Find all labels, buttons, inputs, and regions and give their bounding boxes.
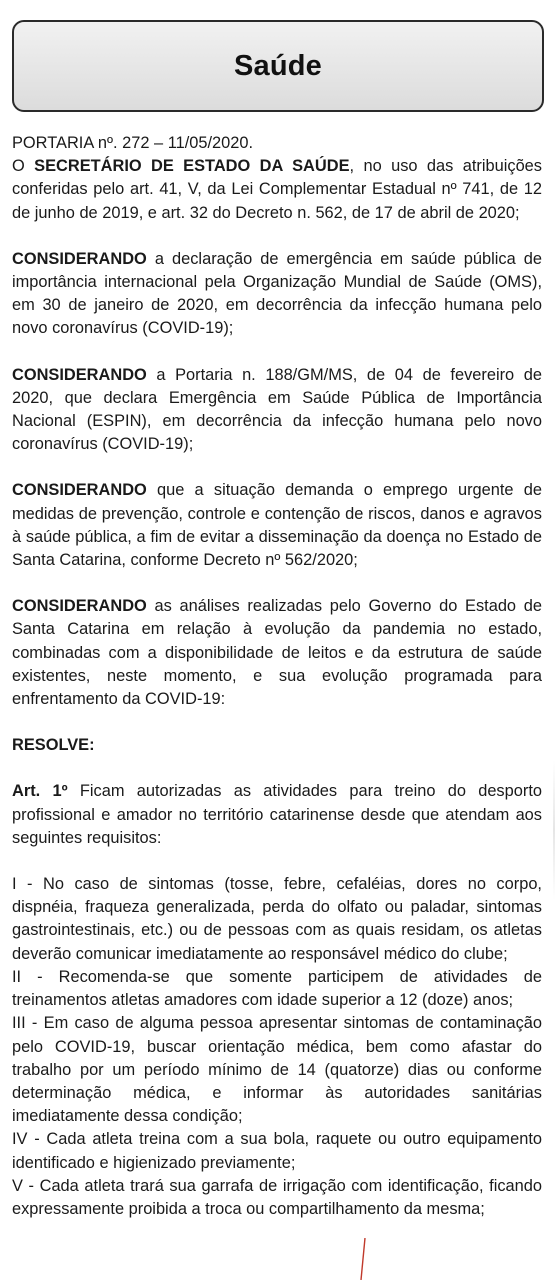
article-label: Art. 1º: [12, 782, 68, 801]
page-edge-shadow: [553, 760, 555, 900]
document-body: [12, 132, 542, 1221]
resolve-heading: RESOLVE:: [12, 736, 95, 755]
article-text: Ficam autorizadas as atividades para treino do desporto profissional e amador no território catarinense desde que atendam aos seguintes requisitos:: [12, 782, 542, 847]
section-title: Saúde: [233, 49, 323, 82]
intro-bold: SECRETÁRIO DE ESTADO DA SAÚDE: [34, 157, 350, 176]
requisito-item: III - Em caso de alguma pessoa apresentar sintomas de contaminação pelo COVID-19, buscar orientação médica, bem como afastar do trabalho por um período mínimo de 14 (quatorze) dias ou conforme determinação médica, e informar às autoridades sanitárias imediatamente dessa condição;: [12, 1014, 542, 1126]
considerando-text: a Portaria n. 188/GM/MS, de 04 de fevereiro de 2020, que declara Emergência em Saúde Pública de Importância Nacional (ESPIN), em decorrência da infecção humana pelo novo coronavírus (COVID-19);: [12, 365, 542, 454]
considerando-label: CONSIDERANDO: [12, 481, 147, 500]
portaria-intro: [12, 155, 542, 225]
considerando-text: que a situação demanda o emprego urgente de medidas de prevenção, controle e contenção de riscos, danos e agravos à saúde pública, a fim de evitar a disseminação da doença no Estado de Santa Catarina, conforme Decreto nº 562/2020;: [12, 481, 542, 570]
pen-mark-icon: [358, 1238, 368, 1280]
considerando-paragraph: [12, 248, 542, 341]
intro-rest: , no uso das atribuições conferidas pelo art. 41, V, da Lei Complementar Estadual nº 741, de 12 de junho de 2019, e art. 32 do Decreto n. 562, de 17 de abril de 2020;: [12, 157, 542, 222]
requisito-item: I - No caso de sintomas (tosse, febre, cefaléias, dores no corpo, dispnéia, fraqueza generalizada, perda do olfato ou paladar, sintomas gastrointestinais, etc.) ou de pessoas com as quais residam, os atletas deverão comunicar imediatamente ao responsável médico do clube;: [12, 875, 542, 963]
article-paragraph: [12, 780, 542, 850]
considerando-paragraph: [12, 364, 542, 457]
considerando-text: as análises realizadas pelo Governo do Estado de Santa Catarina em relação à evolução da pandemia no estado, combinadas com a disponibilidade de leitos e da estrutura de saúde existentes, neste momento, e sua evolução programada para enfrentamento da COVID-19:: [12, 597, 542, 709]
requisito-item: V - Cada atleta trará sua garrafa de irrigação com identificação, ficando expressamente proibida a troca ou compartilhamento da mesma;: [12, 1176, 542, 1218]
requisito-item: II - Recomenda-se que somente participem de atividades de treinamentos atletas amadores com idade superior a 12 (doze) anos;: [12, 967, 542, 1010]
considerando-paragraph: [12, 595, 542, 711]
intro-prefix: O: [12, 157, 25, 176]
requisito-item: IV - Cada atleta treina com a sua bola, raquete ou outro equipamento identificado e higienizado previamente;: [12, 1130, 542, 1172]
considerando-label: CONSIDERANDO: [12, 365, 147, 384]
section-header: [12, 20, 544, 112]
considerando-label: CONSIDERANDO: [12, 597, 147, 616]
considerando-text: a declaração de emergência em saúde pública de importância internacional pela Organização Mundial de Saúde (OMS), em 30 de janeiro de 2020, em decorrência da infecção humana pelo novo coronavírus (COVID-19);: [12, 249, 542, 338]
considerando-label: CONSIDERANDO: [12, 249, 147, 268]
portaria-reference: PORTARIA nº. 272 – 11/05/2020.: [12, 134, 254, 152]
considerando-paragraph: [12, 479, 542, 572]
